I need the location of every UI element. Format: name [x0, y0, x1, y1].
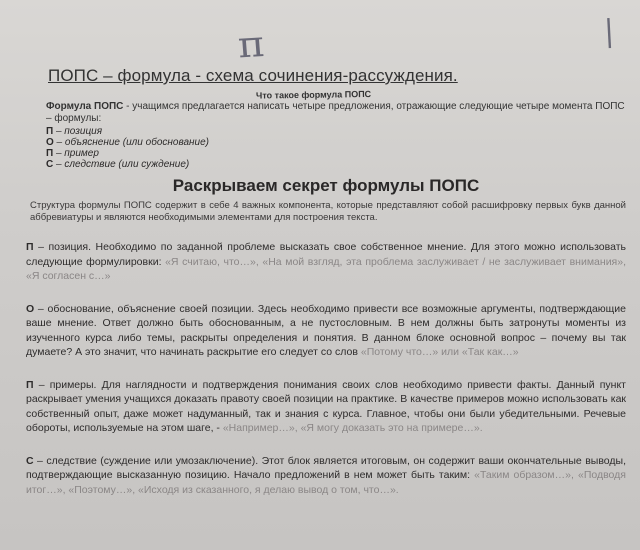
list-text: – объяснение (или обоснование) [53, 137, 209, 148]
paragraph-text: – следствие (суждение или умозаключение). Этот блок является итоговым, он содержит ваши окончательные выводы, подтверждающие высказанную позицию. Начало предложений в нем может быть таким: [26, 454, 626, 481]
intro-paragraph: Структура формулы ПОПС содержит в себе 4 важных компонента, которые представляют собой расшифровку первых букв данной аббревиатуры и являются необходимыми элементами для построения текста. [30, 200, 626, 223]
question-heading: Что такое формула ПОПС [255, 88, 372, 101]
list-letter: С [46, 159, 54, 170]
list-item [46, 137, 626, 148]
paragraph-quotes: «Потому что…» или «Так как…» [360, 346, 519, 358]
list-item [46, 148, 626, 159]
definition-text: - учащимся предлагается написать четыре предложения, отражающие следующие четыре момента ПОПС – формулы: [46, 101, 625, 124]
paragraph-lead: П [26, 378, 34, 391]
paragraph-explanation [26, 302, 626, 360]
list-text: – следствие (или суждение) [53, 159, 190, 170]
list-text: – пример [53, 148, 99, 159]
handwritten-mark: | [603, 13, 616, 50]
document-title: ПОПС – формула - схема сочинения-рассуждения. [48, 66, 458, 85]
list-text: – позиция [53, 126, 103, 137]
list-letter: О [46, 137, 54, 148]
paragraph-text: – позиция. Необходимо по заданной проблеме высказать свое собственное мнение. Для этого можно использовать следующие формулировки: [26, 241, 626, 268]
paragraph-lead: С [26, 454, 34, 467]
handwritten-letter: п [236, 23, 267, 67]
list-item [46, 126, 626, 137]
paragraph-examples [26, 378, 626, 436]
paragraph-lead: П [26, 241, 34, 253]
paragraph-quotes: «Например…», «Я могу доказать это на примере…». [222, 422, 483, 434]
document-content [26, 66, 626, 497]
definition [46, 101, 626, 125]
paragraph-text: – примеры. Для наглядности и подтверждения понимания своих слов необходимо привести факты. Данный пункт раскрывает умения учащихся доказать правоту своей позиции на практике. В качестве примеров можно использовать как собственный опыт, даже может надуманный, так и знания с курса. Главное, чтобы они были убедительными. Речевые обороты, используемые на этом шаге, - [26, 378, 626, 434]
formula-list [46, 126, 626, 170]
paragraph-text: – обоснование, объяснение своей позиции. Здесь необходимо привести все возможные аргументы, подтверждающие ваше мнение. Ответ должно быть обоснованным, а не пустословным. В нем должны быть затронуты моменты из изученного курса либо темы, раскрыты определения и понятия. В данном блоке основной вопрос – почему вы так думаете? А это значит, что начинать раскрытие его следует со слов [26, 302, 626, 358]
paragraph-position [26, 240, 626, 284]
paragraph-quotes: «Таким образом…», «Подводя итог…», «Поэтому…», «Исходя из сказанного, я делаю вывод о том, что…». [26, 469, 626, 496]
paragraph-lead: О [26, 302, 35, 315]
section-heading: Раскрываем секрет формулы ПОПС [172, 176, 480, 195]
paragraph-quotes: «Я считаю, что…», «На мой взгляд, эта проблема заслуживает / не заслуживает внимания», «Я согласен с…» [26, 255, 626, 282]
list-item [46, 159, 626, 170]
paragraph-consequence [26, 454, 626, 498]
list-letter: П [46, 148, 54, 159]
definition-term: Формула ПОПС [46, 101, 124, 112]
list-letter: П [46, 126, 54, 137]
